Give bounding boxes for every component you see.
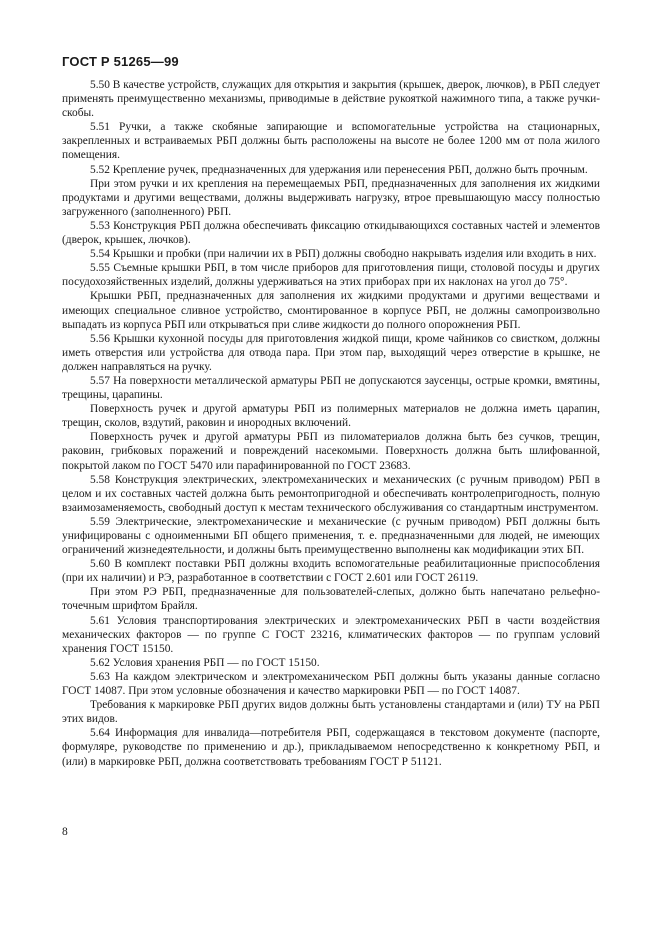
paragraph-5-57: 5.57 На поверхности металлической арматуры РБП не допускаются заусенцы, острые кромки, вмятины, трещины, царапины. bbox=[62, 374, 600, 402]
paragraph-5-52-cont: При этом ручки и их крепления на перемещаемых РБП, предназначенных для заполнения их жидкими продуктами и другими веществами, должны выдерживать нагрузку, втрое превышающую массу полностью загруженного (заполненного) РБП. bbox=[62, 177, 600, 218]
paragraph-5-54: 5.54 Крышки и пробки (при наличии их в РБП) должны свободно накрывать изделия или входить в них. bbox=[90, 248, 597, 261]
paragraph-5-63-cont: Требования к маркировке РБП других видов должны быть установлены стандартами и (или) ТУ на РБП этих видов. bbox=[62, 699, 600, 726]
paragraph-5-57-wood: Поверхность ручек и другой арматуры РБП из пиломатериалов должна быть без сучков, трещин, раковин, грибковых поражений и повреждений насекомыми. Поверхность должна быть шлифованной, покрытой лаком по ГОСТ 5470 или парафинированной по ГОСТ 23683. bbox=[62, 431, 600, 472]
paragraph-5-51: 5.51 Ручки, а также скобяные запирающие и вспомогательные устройства на стационарных, закрепленных и встраиваемых РБП должны быть расположены на высоте не более 1200 мм от пола жилого помещения. bbox=[62, 121, 600, 162]
paragraph-5-61: 5.61 Условия транспортирования электрических и электромеханических РБП в части воздействия механических факторов — по группе С ГОСТ 23216, климатических факторов — по группам условий хранения ГОСТ 15150. bbox=[62, 614, 600, 655]
paragraph-5-64: 5.64 Информация для инвалида—потребителя РБП, содержащаяся в текстовом документе (паспорте, формуляре, руководстве по применению и др.), прикладываемом непосредственно к конкретному РБП, и (или) в маркировке РБП, должна соответствовать требованиям ГОСТ Р 51121. bbox=[62, 727, 600, 768]
paragraph-5-53: 5.53 Конструкция РБП должна обеспечивать фиксацию откидывающихся составных частей и элементов (дверок, крышек, лючков). bbox=[62, 219, 600, 247]
paragraph-5-57-polymer: Поверхность ручек и другой арматуры РБП из полимерных материалов не должна иметь царапин, трещин, сколов, вздутий, раковин и инородных включений. bbox=[62, 403, 600, 430]
body-text bbox=[62, 78, 600, 769]
page-number: 8 bbox=[62, 826, 68, 838]
paragraph-5-60: 5.60 В комплект поставки РБП должны входить вспомогательные реабилитационные приспособления (при их наличии) и РЭ, разработанное в соответствии с ГОСТ 2.601 или ГОСТ 26119. bbox=[62, 558, 600, 585]
paragraph-5-55-cont: Крышки РБП, предназначенных для заполнения их жидкими продуктами и другими веществами и имеющих специальное сливное устройство, смонтированное в корпусе РБП, не должны самопроизвольно выпадать из корпуса РБП или открываться при сливе жидкости до полного опорожнения РБП. bbox=[62, 290, 600, 331]
paragraph-5-55: 5.55 Съемные крышки РБП, в том числе приборов для приготовления пищи, столовой посуды и других посудохозяйственных изделий, должны удерживаться на этих приборах при их наклонах на угол до 75°. bbox=[62, 262, 600, 289]
paragraph-5-63: 5.63 На каждом электрическом и электромеханическом РБП должны быть указаны данные согласно ГОСТ 14087. При этом условные обозначения и качество маркировки РБП — по ГОСТ 14087. bbox=[62, 670, 600, 698]
paragraph-5-58: 5.58 Конструкция электрических, электромеханических и механических (с ручным приводом) РБП в целом и их составных частей должна быть ремонтопригодной и обеспечивать контролепригодность, полную взаимозаменяемость, свободный доступ к местам технического обслуживания со стандартным инструментом. bbox=[62, 473, 600, 514]
paragraph-5-56: 5.56 Крышки кухонной посуды для приготовления жидкой пищи, кроме чайников со свистком, должны иметь отверстия или устройства для отвода пара. При этом пар, выходящий через отверстие в крышке, не должен направляться на ручку. bbox=[62, 332, 600, 373]
paragraph-5-50: 5.50 В качестве устройств, служащих для открытия и закрытия (крышек, дверок, лючков), в РБП следует применять преимущественно механизмы, приводимые в действие рукояткой нажимного типа, а также ручки-скобы. bbox=[62, 79, 600, 120]
paragraph-5-59: 5.59 Электрические, электромеханические и механические (с ручным приводом) РБП должны быть унифицированы с одноименными БП общего применения, т. е. предназначенными для людей, не имеющих ограничений жизнедеятельности, и должны быть преимущественно выполнены как модификации этих БП. bbox=[62, 515, 600, 557]
paragraph-5-52: 5.52 Крепление ручек, предназначенных для удержания или перенесения РБП, должно быть прочным. bbox=[90, 163, 588, 176]
paragraph-5-60-cont: При этом РЭ РБП, предназначенные для пользователей-слепых, должно быть напечатано рельефно-точечным шрифтом Брайля. bbox=[62, 586, 600, 613]
document-code-header: ГОСТ Р 51265—99 bbox=[62, 54, 179, 69]
paragraph-5-62: 5.62 Условия хранения РБП — по ГОСТ 15150. bbox=[90, 656, 320, 669]
